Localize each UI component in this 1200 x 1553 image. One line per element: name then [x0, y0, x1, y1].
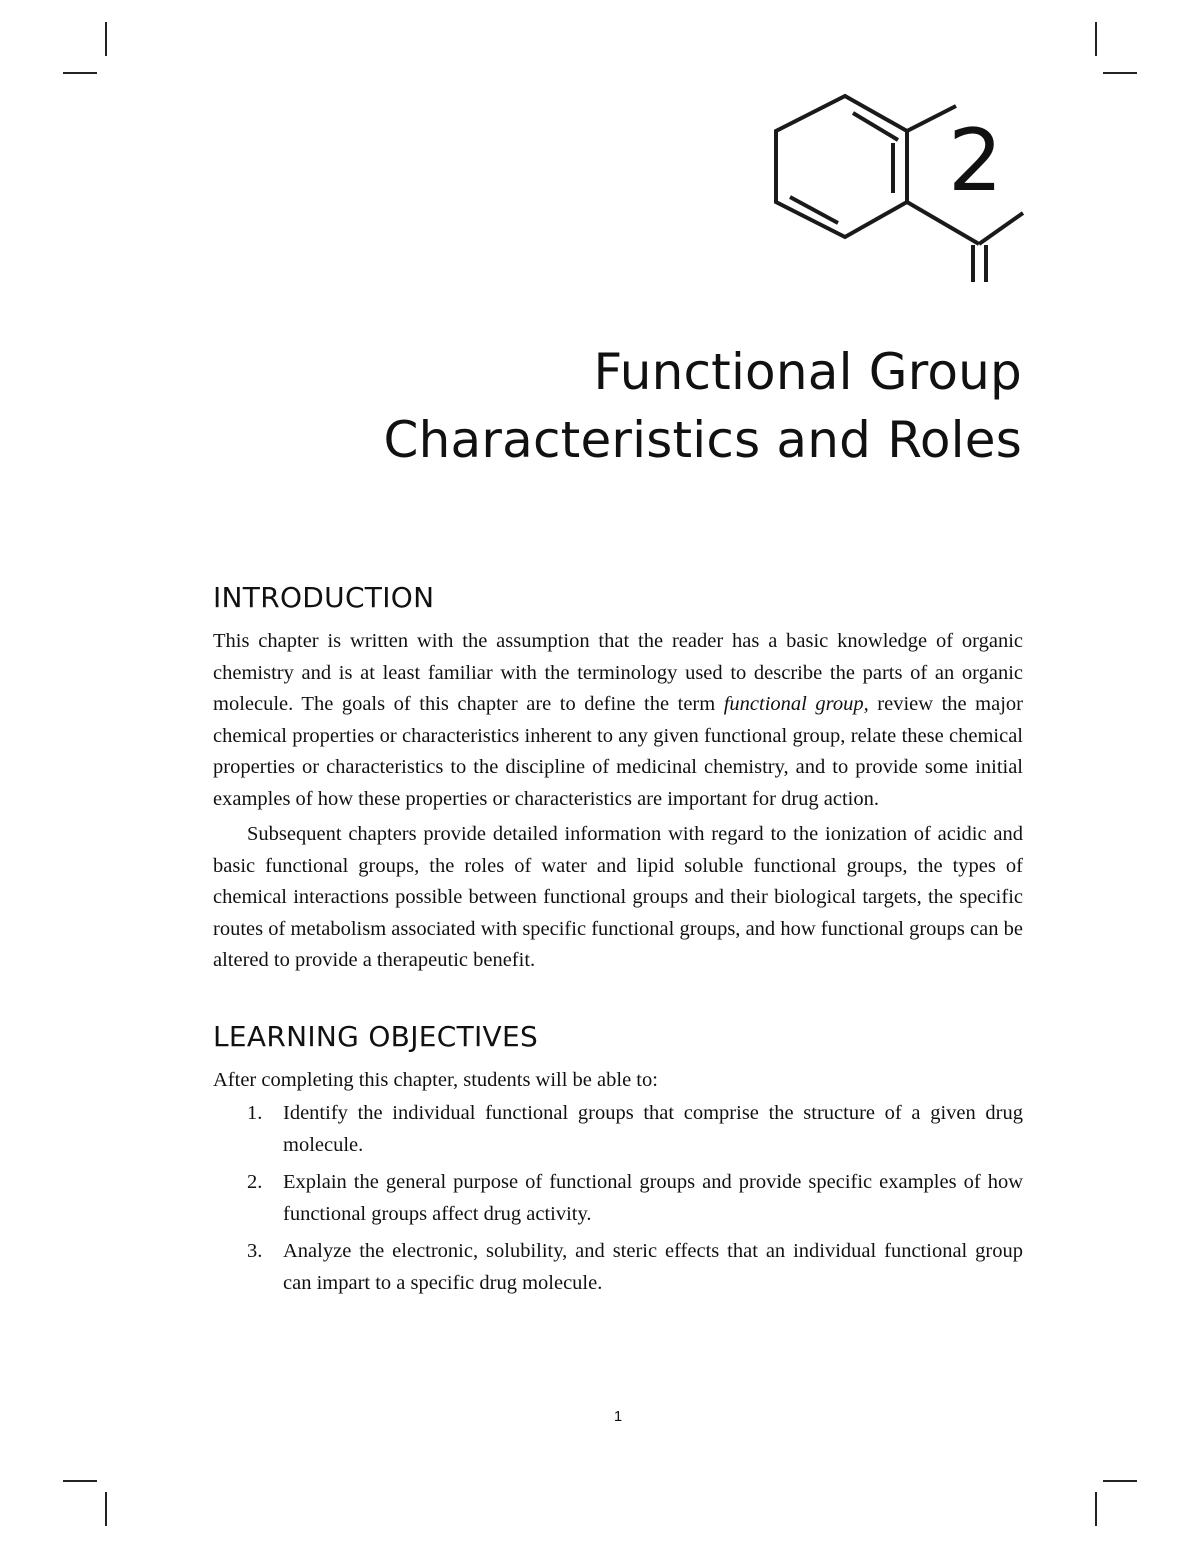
crop-mark-bottom-right-v [1095, 1492, 1097, 1526]
crop-mark-top-left-v [105, 22, 107, 56]
objectives-list [213, 1098, 1023, 1299]
introduction-paragraph-1 [213, 626, 1023, 815]
objectives-lead: After completing this chapter, students will be able to: [213, 1068, 658, 1091]
chapter-title-line-1: Functional Group [593, 343, 1022, 401]
learning-objectives-section [213, 1017, 1023, 1300]
crop-mark-bottom-right-h [1103, 1480, 1137, 1482]
introduction-heading: INTRODUCTION [213, 581, 435, 614]
objective-item [213, 1236, 1023, 1299]
objective-number: 2. [247, 1171, 263, 1193]
crop-mark-top-right-v [1095, 22, 1097, 56]
objective-item [213, 1167, 1023, 1230]
chapter-number: 2 [948, 111, 1003, 211]
chapter-body [213, 578, 1023, 1305]
objective-number: 3. [247, 1240, 263, 1262]
objective-text: Identify the individual functional groups that comprise the structure of a given drug molecule. [283, 1102, 1023, 1156]
chapter-title [384, 338, 1022, 474]
learning-objectives-heading: LEARNING OBJECTIVES [213, 1019, 539, 1053]
objective-text: Analyze the electronic, solubility, and steric effects that an individual functional group can impart to a specific drug molecule. [283, 1240, 1023, 1294]
crop-mark-top-left-h [63, 72, 97, 74]
introduction-paragraph-1-start: This chapter is written with the assumption that the reader has a basic knowledge of organic chemistry and is at least familiar with the terminology used to describe the parts of an organic molecule. The goals of this chapter are to define the term [213, 630, 1023, 715]
introduction-paragraph-1-end: review the major chemical properties or characteristics inherent to any given functional group, relate these chemical properties or characteristics to the discipline of medicinal chemistry, and to provide some initial examples of how these properties or characteristics are important for drug action. [213, 693, 1023, 810]
benzene-ring-icon [760, 85, 1050, 295]
objective-number: 1. [247, 1102, 263, 1124]
functional-group-term: functional group, [723, 693, 869, 715]
introduction-paragraph-2: Subsequent chapters provide detailed information with regard to the ionization of acidic and basic functional groups, the roles of water and lipid soluble functional groups, the types of chemical interactions possible between functional groups and their biological targets, the specific routes of metabolism associated with specific functional groups, and how functional groups can be altered to provide a therapeutic benefit. [213, 823, 1023, 971]
objective-item [213, 1098, 1023, 1161]
crop-mark-bottom-left-h [63, 1480, 97, 1482]
introduction-section [213, 578, 1023, 977]
page-number: 1 [613, 1408, 623, 1425]
crop-mark-bottom-left-v [105, 1492, 107, 1526]
objective-text: Explain the general purpose of functional groups and provide specific examples of how functional groups affect drug activity. [283, 1171, 1023, 1225]
crop-mark-top-right-h [1103, 72, 1137, 74]
chapter-title-line-2: Characteristics and Roles [383, 411, 1022, 469]
